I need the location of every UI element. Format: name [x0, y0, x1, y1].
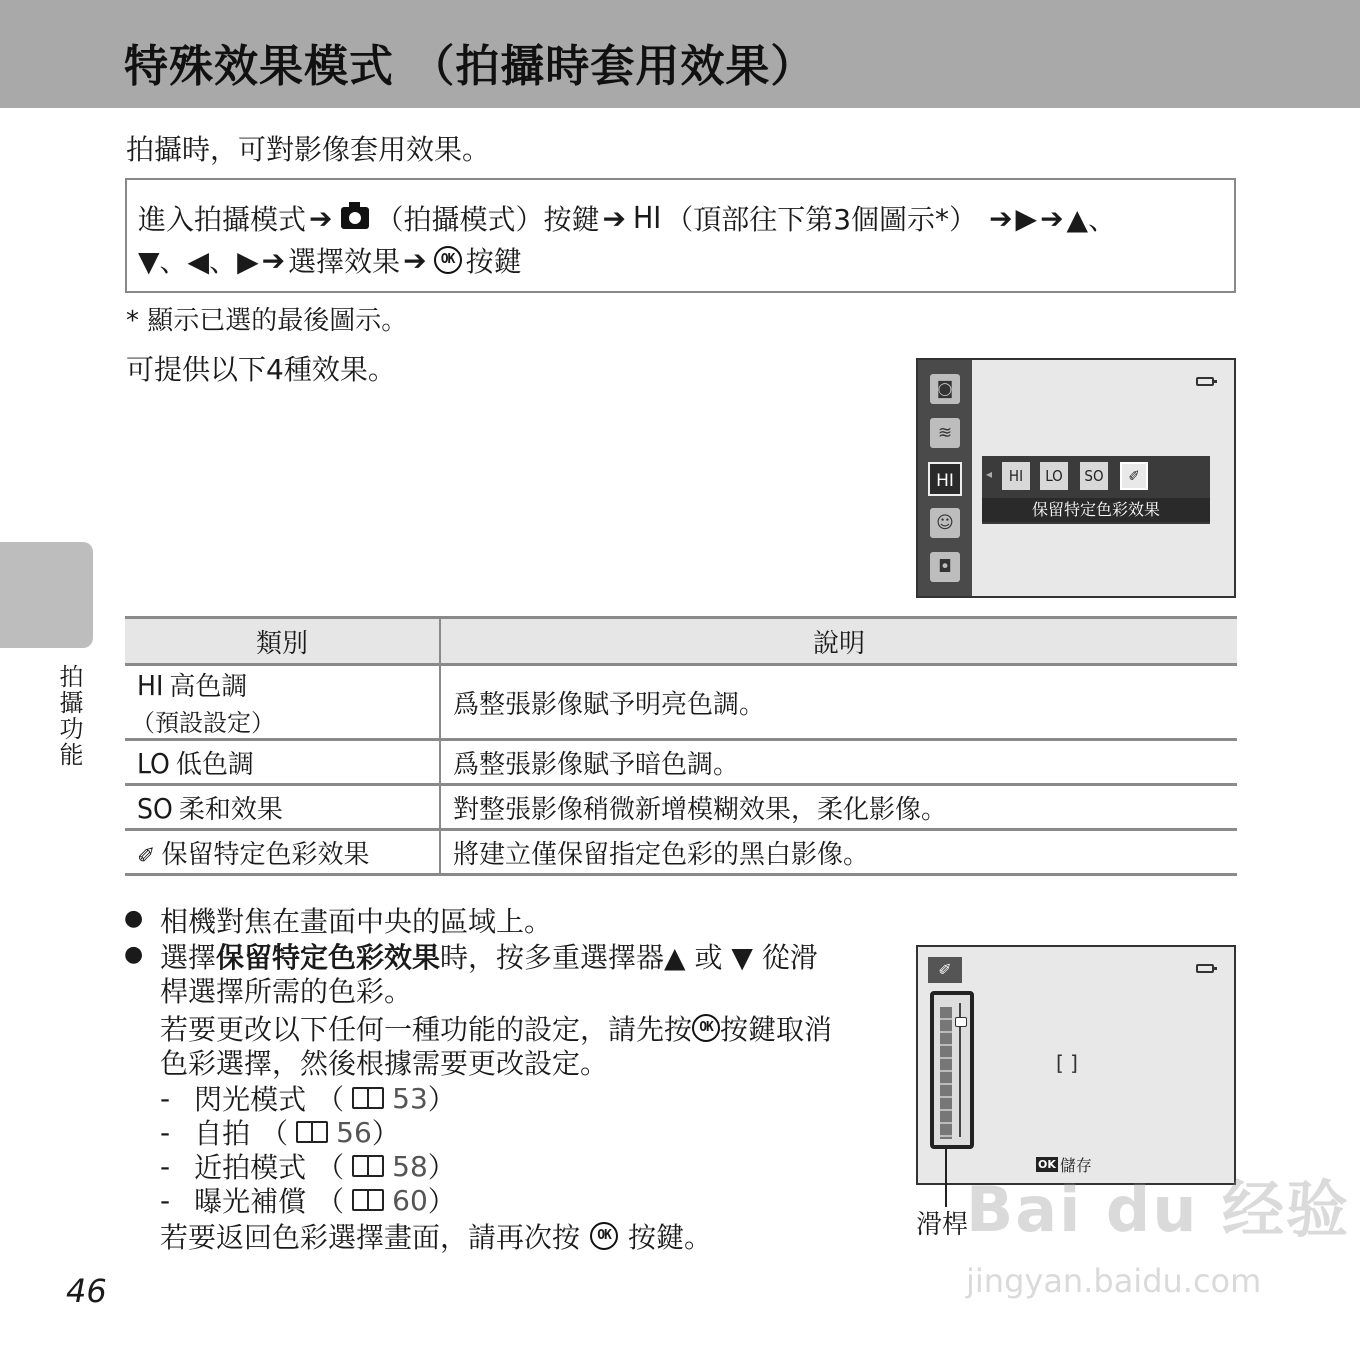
return-text-b: 按鍵。	[628, 1221, 713, 1254]
nav-line-2	[138, 240, 522, 280]
paren-close: ）	[427, 1083, 456, 1116]
ok-badge: OK	[1038, 1158, 1056, 1171]
description-cell: 爲整張影像賦予暗色調。	[440, 740, 1237, 785]
reference-name: 曝光補償	[194, 1185, 307, 1218]
lo-icon: LO	[137, 746, 170, 780]
category-cell	[125, 740, 440, 785]
so-icon: SO	[137, 791, 173, 825]
book-icon	[352, 1087, 384, 1109]
mode-sidebar	[918, 360, 972, 596]
bullet-2-line-2: 桿選擇所需的色彩。	[160, 975, 413, 1008]
arrow-icon: ➔	[602, 201, 626, 235]
paren-open: （	[316, 1083, 345, 1116]
ok-button-icon: OK	[692, 1014, 720, 1042]
watermark-logo: Bai du 经验	[966, 1173, 1351, 1246]
battery-icon	[1196, 964, 1214, 973]
arrow-icon: ➔	[989, 201, 1013, 235]
arrow-icon: ➔	[261, 243, 286, 277]
bullet-1: 相機對焦在畫面中央的區域上。	[160, 905, 553, 938]
eyedropper-icon: ✐	[137, 843, 156, 869]
ok-button-icon: OK	[590, 1222, 618, 1250]
camera-screen-slider	[916, 945, 1236, 1185]
return-instruction	[160, 1216, 712, 1256]
nav-step-press: 按鍵	[465, 245, 522, 278]
focus-bracket: [ ]	[1056, 1051, 1078, 1075]
reference-name: 近拍模式	[194, 1151, 307, 1184]
dash: -	[160, 1115, 171, 1149]
page-ref: 60	[392, 1183, 428, 1217]
category-name: 柔和效果	[178, 794, 283, 825]
option-hi: HI	[1002, 462, 1030, 490]
auto-camera-icon: ◘	[930, 552, 960, 582]
dash: -	[160, 1081, 171, 1115]
nav-line-1	[138, 198, 1116, 238]
camera-icon	[341, 207, 369, 229]
header-description: 說明	[440, 618, 1237, 665]
page-title: 特殊效果模式 （拍攝時套用效果）	[124, 41, 816, 92]
category-cell	[125, 665, 440, 740]
bullet-2-line-3-b: 按鍵取消	[720, 1013, 833, 1046]
chapter-tab	[0, 542, 93, 648]
page-ref: 56	[336, 1115, 372, 1149]
table-header-row	[125, 618, 1237, 665]
slider-callout: 滑桿	[916, 1210, 969, 1240]
arrow-icon: ➔	[309, 201, 333, 235]
bullet-2-pre: 選擇	[160, 941, 217, 974]
nav-step-select-effect: 選擇效果	[288, 245, 401, 278]
book-icon	[352, 1189, 384, 1211]
watermark-url: jingyan.baidu.com	[966, 1262, 1262, 1300]
hi-icon: HI	[137, 669, 164, 702]
option-so: SO	[1080, 462, 1108, 490]
slider-knob	[955, 1017, 967, 1027]
category-sub: （預設設定）	[131, 709, 275, 737]
nav-step-button: （拍攝模式）按鍵	[375, 203, 600, 236]
intro-text: 拍攝時，可對影像套用效果。	[126, 133, 491, 166]
book-icon	[352, 1155, 384, 1177]
color-strip	[940, 1007, 952, 1139]
dash: -	[160, 1183, 171, 1217]
option-selective-color: ✐	[1120, 462, 1148, 490]
bullet-2-line-4: 色彩選擇，然後根據需要更改設定。	[160, 1047, 609, 1080]
bullet-2-line-3-a: 若要更改以下任何一種功能的設定，請先按	[160, 1013, 693, 1046]
reference-item	[160, 1180, 456, 1220]
arrow-icon: ➔	[403, 243, 427, 277]
smart-portrait-icon: ≋	[930, 418, 960, 448]
ok-button-icon: OK	[434, 246, 462, 274]
paren-close: ）	[427, 1151, 456, 1184]
up-triangle-icon: ▲、	[1066, 203, 1117, 236]
reference-name: 自拍	[194, 1117, 251, 1150]
menu-caption: 保留特定色彩效果	[982, 498, 1210, 522]
category-name: 保留特定色彩效果	[161, 839, 370, 870]
arrow-icon: ➔	[1040, 201, 1064, 235]
available-effects-text: 可提供以下4種效果。	[126, 353, 396, 386]
category-cell	[125, 785, 440, 830]
description-cell: 將建立僅保留指定色彩的黑白影像。	[440, 830, 1237, 875]
book-icon	[296, 1121, 328, 1143]
description-cell: 對整張影像稍微新增模糊效果，柔化影像。	[440, 785, 1237, 830]
color-slider	[930, 991, 974, 1149]
paren-open: （	[316, 1151, 345, 1184]
category-name: 低色調	[175, 749, 254, 780]
reference-name: 閃光模式	[194, 1083, 307, 1116]
direction-triangles: ▼、◀、▶	[138, 245, 259, 278]
face-icon: ☺	[930, 508, 960, 538]
table-row	[125, 830, 1237, 875]
save-label: 儲存	[1059, 1156, 1092, 1175]
nav-step-third-icon: （頂部往下第3個圖示*）	[665, 203, 978, 236]
effect-menu-popup	[982, 456, 1210, 524]
special-effects-icon: HI	[928, 462, 962, 496]
effects-table	[125, 616, 1237, 876]
right-triangle-icon: ▶	[1015, 201, 1038, 235]
chapter-label: 拍攝功能	[55, 664, 83, 768]
return-text-a: 若要返回色彩選擇畫面，請再次按	[160, 1221, 581, 1254]
navigation-path-box	[125, 178, 1236, 293]
camera-screen-menu	[916, 358, 1236, 598]
table-row	[125, 665, 1237, 740]
page-number: 46	[66, 1272, 107, 1310]
scene-mode-icon: ◙	[930, 374, 960, 404]
paren-close: ）	[371, 1117, 400, 1150]
paren-close: ）	[427, 1185, 456, 1218]
description-cell: 爲整張影像賦予明亮色調。	[440, 665, 1237, 740]
page-ref: 58	[392, 1149, 428, 1183]
bullet-dot: ●	[124, 942, 144, 967]
paren-open: （	[260, 1117, 289, 1150]
callout-line	[945, 1147, 947, 1207]
hi-icon: HI	[632, 200, 662, 236]
left-caret-icon: ◂	[986, 467, 993, 481]
header-category: 類別	[125, 618, 440, 665]
page-ref: 53	[392, 1081, 428, 1115]
footnote: * 顯示已選的最後圖示。	[126, 306, 408, 336]
option-lo: LO	[1040, 462, 1068, 490]
dash: -	[160, 1149, 171, 1183]
bullet-2-post: 時，按多重選擇器▲ 或 ▼ 從滑	[440, 941, 818, 974]
nav-step-enter: 進入拍攝模式	[138, 203, 307, 236]
eyedropper-icon: ✐	[928, 957, 962, 983]
bullet-2-bold: 保留特定色彩效果	[216, 941, 441, 974]
category-cell	[125, 830, 440, 875]
table-row	[125, 740, 1237, 785]
category-name: 高色調	[169, 672, 248, 702]
battery-icon	[1196, 377, 1214, 386]
paren-open: （	[316, 1185, 345, 1218]
table-row	[125, 785, 1237, 830]
bullet-dot: ●	[124, 906, 144, 931]
